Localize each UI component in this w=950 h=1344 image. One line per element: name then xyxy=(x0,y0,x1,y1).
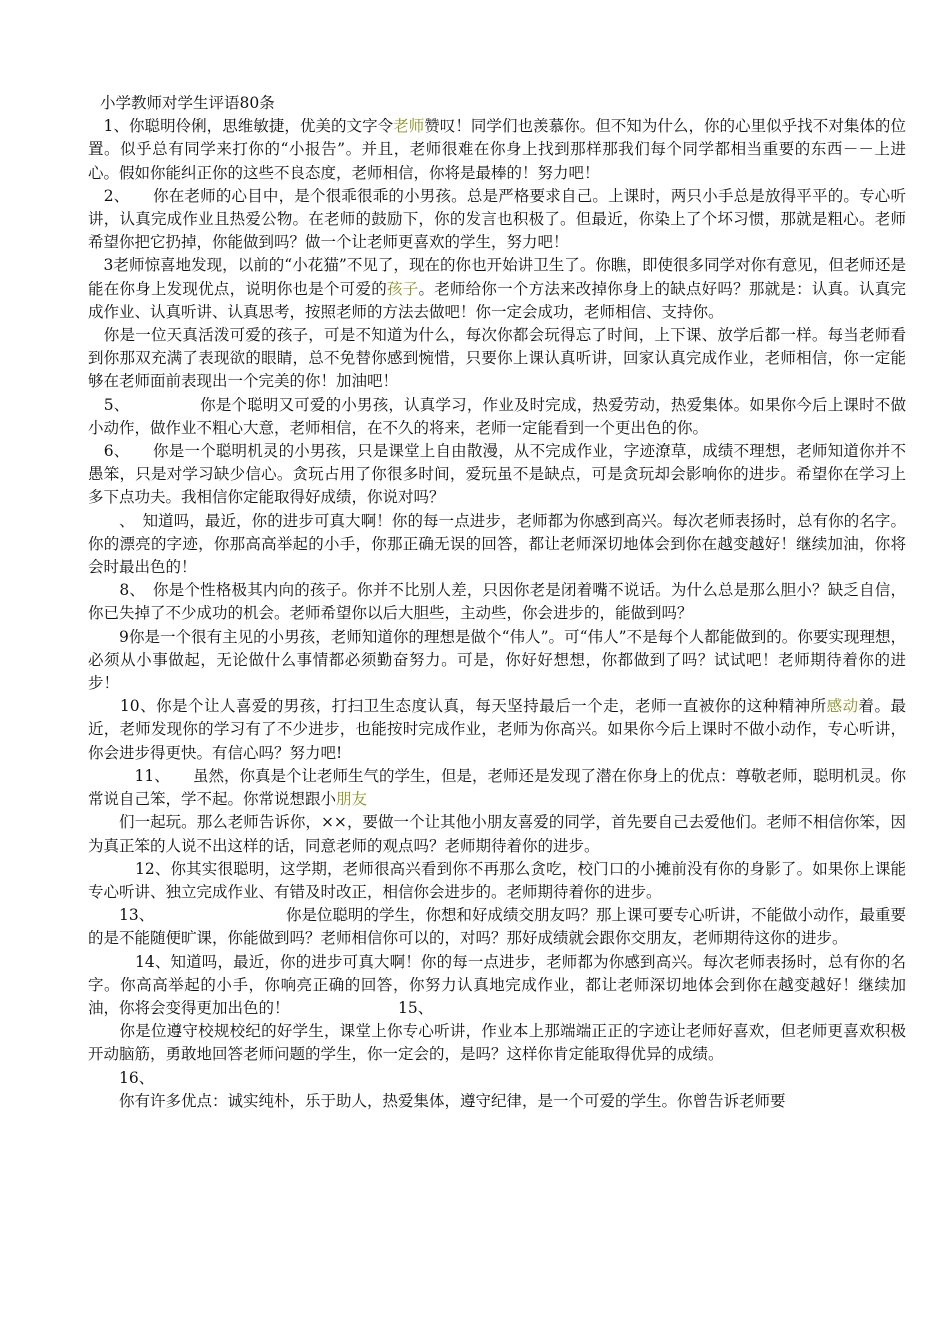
highlight-link[interactable]: 老师 xyxy=(393,117,425,136)
highlight-link[interactable]: 朋友 xyxy=(336,790,368,809)
comment-11-continued: 们一起玩。那么老师告诉你，××，要做一个让其他小朋友喜爱的同学，首先要自己去爱他们。老师不相信你笨，因为真正笨的人说不出这样的话，同意老师的观点吗？老师期待着你的进步。 xyxy=(88,813,906,855)
document-title: 小学教师对学生评语80条 xyxy=(100,94,275,112)
comment-15: 你是位遵守校规校纪的好学生，课堂上你专心听讲，作业本上那端端正正的字迹让老师好喜欢，但老师更喜欢积极开动脑筋，勇敢地回答老师问题的学生，你一定会的，是吗？这样你肯定能取得优异的成绩。 xyxy=(88,1022,906,1064)
comment-12: 12、你其实很聪明，这学期，老师很高兴看到你不再那么贪吃，校门口的小摊前没有你的身影了。如果你上课能专心听讲、独立完成作业、有错及时改正，相信你会进步的。老师期待着你的进步。 xyxy=(88,859,906,901)
comment-11: 11、 虽然，你真是个让老师生气的学生，但是，老师还是发现了潜在你身上的优点：尊敬老师，聪明机灵。你常说自己笨，学不起。你常说想跟小朋友 xyxy=(88,766,906,809)
comment-8: 8、 你是个性格极其内向的孩子。你并不比别人差，只因你老是闭着嘴不说话。为什么总是那么胆小？缺乏自信，你已失掉了不少成功的机会。老师希望你以后大胆些，主动些，你会进步的，能做到吗？ xyxy=(88,581,906,623)
highlight-link[interactable]: 孩子 xyxy=(386,279,419,298)
highlight-link[interactable]: 感动 xyxy=(826,697,859,716)
document-body xyxy=(88,92,906,1113)
comment-10: 10、你是个让人喜爱的男孩，打扫卫生态度认真，每天坚持最后一个走，老师一直被你的这种精神所感动着。最近，老师发现你的学习有了不少进步，也能按时完成作业，老师为你高兴。如果你今后上课时不做小动作，专心听讲，你会进步得更快。有信心吗？努力吧! xyxy=(88,697,906,762)
comment-5: 5、 你是个聪明又可爱的小男孩，认真学习，作业及时完成，热爱劳动，热爱集体。如果你今后上课时不做小动作，做作业不粗心大意，老师相信，在不久的将来，老师一定能看到一个更出色的你。 xyxy=(88,395,906,437)
comment-16: 你有许多优点：诚实纯朴，乐于助人，热爱集体，遵守纪律，是一个可爱的学生。你曾告诉老师要 xyxy=(88,1091,786,1110)
comment-4: 你是一位天真活泼可爱的孩子，可是不知道为什么，每次你都会玩得忘了时间，上下课、放学后都一样。每当老师看到你那双充满了表现欲的眼睛，总不免替你感到惋惜，只要你上课认真听讲，回家认真完成作业，老师相信，你一定能够在老师面前表现出一个完美的你！加油吧！ xyxy=(88,326,906,391)
comment-9: 9你是一个很有主见的小男孩，老师知道你的理想是做个“伟人”。可“伟人”不是每个人都能做到的。你要实现理想，必须从小事做起，无论做什么事情都必须勤奋努力。可是，你好好想想，你都做到了吗？试试吧！老师期待着你的进步！ xyxy=(88,627,906,693)
comment-6: 6、 你是一个聪明机灵的小男孩，只是课堂上自由散漫，从不完成作业，字迹潦草，成绩不理想，老师知道你并不愚笨，只是对学习缺少信心。贪玩占用了你很多时间，爱玩虽不是缺点，可是贪玩却会影响你的进步。希望你在学习上多下点功夫。我相信你定能取得好成绩，你说对吗？ xyxy=(88,442,906,507)
comment-13: 13、 你是位聪明的学生，你想和好成绩交朋友吗？那上课可要专心听讲，不能做小动作，最重要的是不能随便旷课，你能做到吗？老师相信你可以的，对吗？那好成绩就会跟你交朋友，老师期待这你的进步。 xyxy=(88,906,906,948)
comment-16-number: 16、 xyxy=(88,1068,155,1087)
comment-14: 14、知道吗，最近，你的进步可真大啊！你的每一点进步，老师都为你感到高兴。每次老师表扬时，总有你的名字。你高高举起的小手，你响亮正确的回答，你努力认真地完成作业，都让老师深切地体会到你在越变越好！继续加油，你将会变得更加出色的！ 15、 xyxy=(88,952,906,1017)
comment-3: 3老师惊喜地发现，以前的“小花猫”不见了，现在的你也开始讲卫生了。你瞧，即使很多同学对你有意见，但老师还是能在你身上发现优点，说明你也是个可爱的孩子。老师给你一个方法来改掉你身上的缺点好吗？那就是：认真。认真完成作业、认真听讲、认真思考，按照老师的方法去做吧！你一定会成功，老师相信、支持你。 xyxy=(88,256,906,321)
comment-2: 2、 你在老师的心目中，是个很乖很乖的小男孩。总是严格要求自己。上课时，两只小手总是放得平平的。专心听讲，认真完成作业且热爱公物。在老师的鼓励下，你的发言也积极了。但最近，你染上了个坏习惯，那就是粗心。老师希望你把它扔掉，你能做到吗？做一个让老师更喜欢的学生，努力吧！ xyxy=(88,186,906,252)
comment-7: 、 知道吗，最近，你的进步可真大啊！你的每一点进步，老师都为你感到高兴。每次老师表扬时，总有你的名字。你的漂亮的字迹，你那高高举起的小手，你那正确无误的回答，都让老师深切地体会到你在越变越好！继续加油，你将会时最出色的！ xyxy=(88,511,906,577)
comment-1: 1、你聪明伶俐，思维敏捷，优美的文字令老师赞叹！同学们也羡慕你。但不知为什么，你的心里似乎找不对集体的位置。似乎总有同学来打你的“小报告”。并且，老师很难在你身上找到那样那我们每个同学都相当重要的东西－－上进心。假如你能纠正你的这些不良态度，老师相信，你将是最棒的！努力吧！ xyxy=(88,117,906,182)
